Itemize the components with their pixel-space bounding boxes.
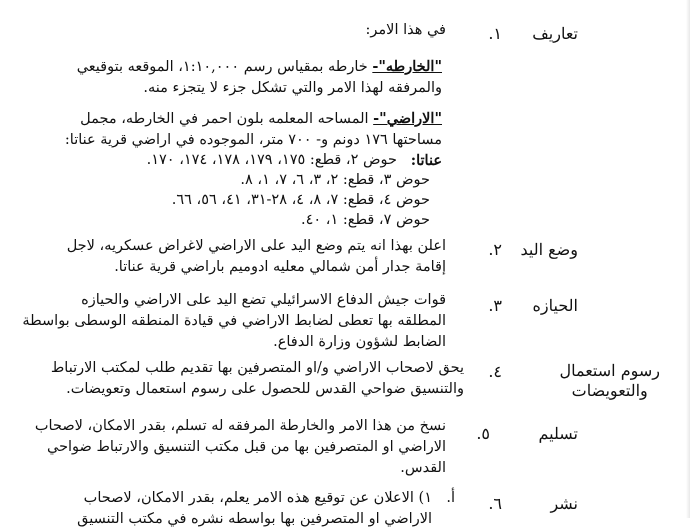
- section-label-fees: [559, 361, 660, 401]
- text-line: الضابط لشؤون وزارة الدفاع.: [273, 334, 446, 350]
- definition-term-lands: "الاراضي"-: [373, 110, 442, 127]
- section-number-2: ٢.: [488, 240, 502, 259]
- text-line: القدس.: [400, 460, 446, 476]
- section-text-possession: [22, 290, 446, 353]
- text-line: الاراضي او المتصرفين بها بواسطه نشره في مكتب التنسيق: [77, 511, 432, 527]
- section-number-1: ١.: [488, 24, 502, 43]
- section-text-publication: [77, 488, 432, 530]
- definition-map-line2: والمرفقه لهذا الامر والتي تشكل جزء لا يتجزء منه.: [143, 80, 442, 96]
- text-line: يحق لاصحاب الاراضي و/او المتصرفين بها تقديم طلب لمكتب الارتباط: [50, 360, 464, 376]
- section-text-delivery: [35, 416, 446, 479]
- text-line: الاراضي او المتصرفين بها من قبل مكتب التنسيق والارتباط ضواحي: [46, 439, 446, 455]
- definition-lands-line2: مساحتها ١٧٦ دونم و- ٧٠٠ متر، الموجوده في اراضي قرية عناتا:: [64, 132, 442, 148]
- sub-section-marker: أ.: [446, 490, 455, 506]
- label-line: رسوم استعمال: [559, 361, 660, 380]
- plot-list-item: حوض ٧، قطع: ١، ٤٠.: [301, 212, 430, 228]
- text-line: قوات جيش الدفاع الاسرائيلي تضع اليد على الاراضي والحيازه: [81, 292, 446, 308]
- plot-list-item: حوض ٣، قطع: ٢، ٣، ٦، ٧، ١، ٨.: [240, 172, 430, 188]
- section-label-delivery: تسليم: [538, 424, 578, 443]
- plot-list-item: حوض ٢، قطع: ١٧٥، ١٧٩، ١٧٨، ١٧٤، ١٧٠.: [146, 152, 397, 168]
- text-line: إقامة جدار أمن شمالي معليه ادوميم باراضي قرية عناتا.: [114, 259, 446, 275]
- section-number-6: ٦.: [488, 494, 502, 513]
- section-label-possession: الحيازه: [532, 296, 578, 315]
- section-label-publication: نشر: [550, 494, 578, 513]
- village-name: عناتا:: [410, 152, 442, 169]
- section-number-3: ٣.: [488, 296, 502, 315]
- section-label-definitions: تعاريف: [532, 24, 578, 43]
- text-line: ١) الاعلان عن توقيع هذه الامر يعلم، بقدر الامكان، لاصحاب: [83, 490, 432, 506]
- definition-term-map: "الخارطه"-: [372, 58, 442, 75]
- plot-list-item: حوض ٤، قطع: ٧، ٨، ٤، ٢٨-٣١، ٤١، ٥٦، ٦٦.: [171, 192, 430, 208]
- text-line: نسخ من هذا الامر والخارطة المرفقه له تسلم، بقدر الامكان، لاصحاب: [34, 418, 446, 434]
- section-text-seizure: [67, 236, 446, 278]
- label-line: والتعويضات: [571, 381, 648, 400]
- text-line: والتنسيق ضواحي القدس للحصول على رسوم استعمال وتعويضات.: [66, 381, 464, 397]
- definition-map: [77, 56, 442, 99]
- definitions-intro: في هذا الامر:: [365, 22, 446, 38]
- definition-lands-text: المساحه المعلمه بلون احمر في الخارطه، مجمل: [80, 111, 374, 127]
- scan-edge-shadow: [686, 0, 690, 518]
- section-number-4: ٤.: [488, 362, 502, 381]
- definition-lands: [65, 108, 442, 151]
- definition-map-text: خارطه بمقياس رسم ١:١٠,٠٠٠، الموقعه بتوقيعي: [76, 59, 373, 75]
- text-line: المطلقه بها تعطى لضابط الاراضي في قيادة المنطقه الوسطى بواسطة: [22, 313, 446, 329]
- text-line: اعلن بهذا انه يتم وضع اليد على الاراضي لاغراض عسكريه، لاجل: [66, 238, 446, 254]
- section-label-seizure: وضع اليد: [520, 240, 578, 259]
- section-number-5: ٥.: [476, 424, 490, 443]
- section-text-fees: [51, 358, 464, 400]
